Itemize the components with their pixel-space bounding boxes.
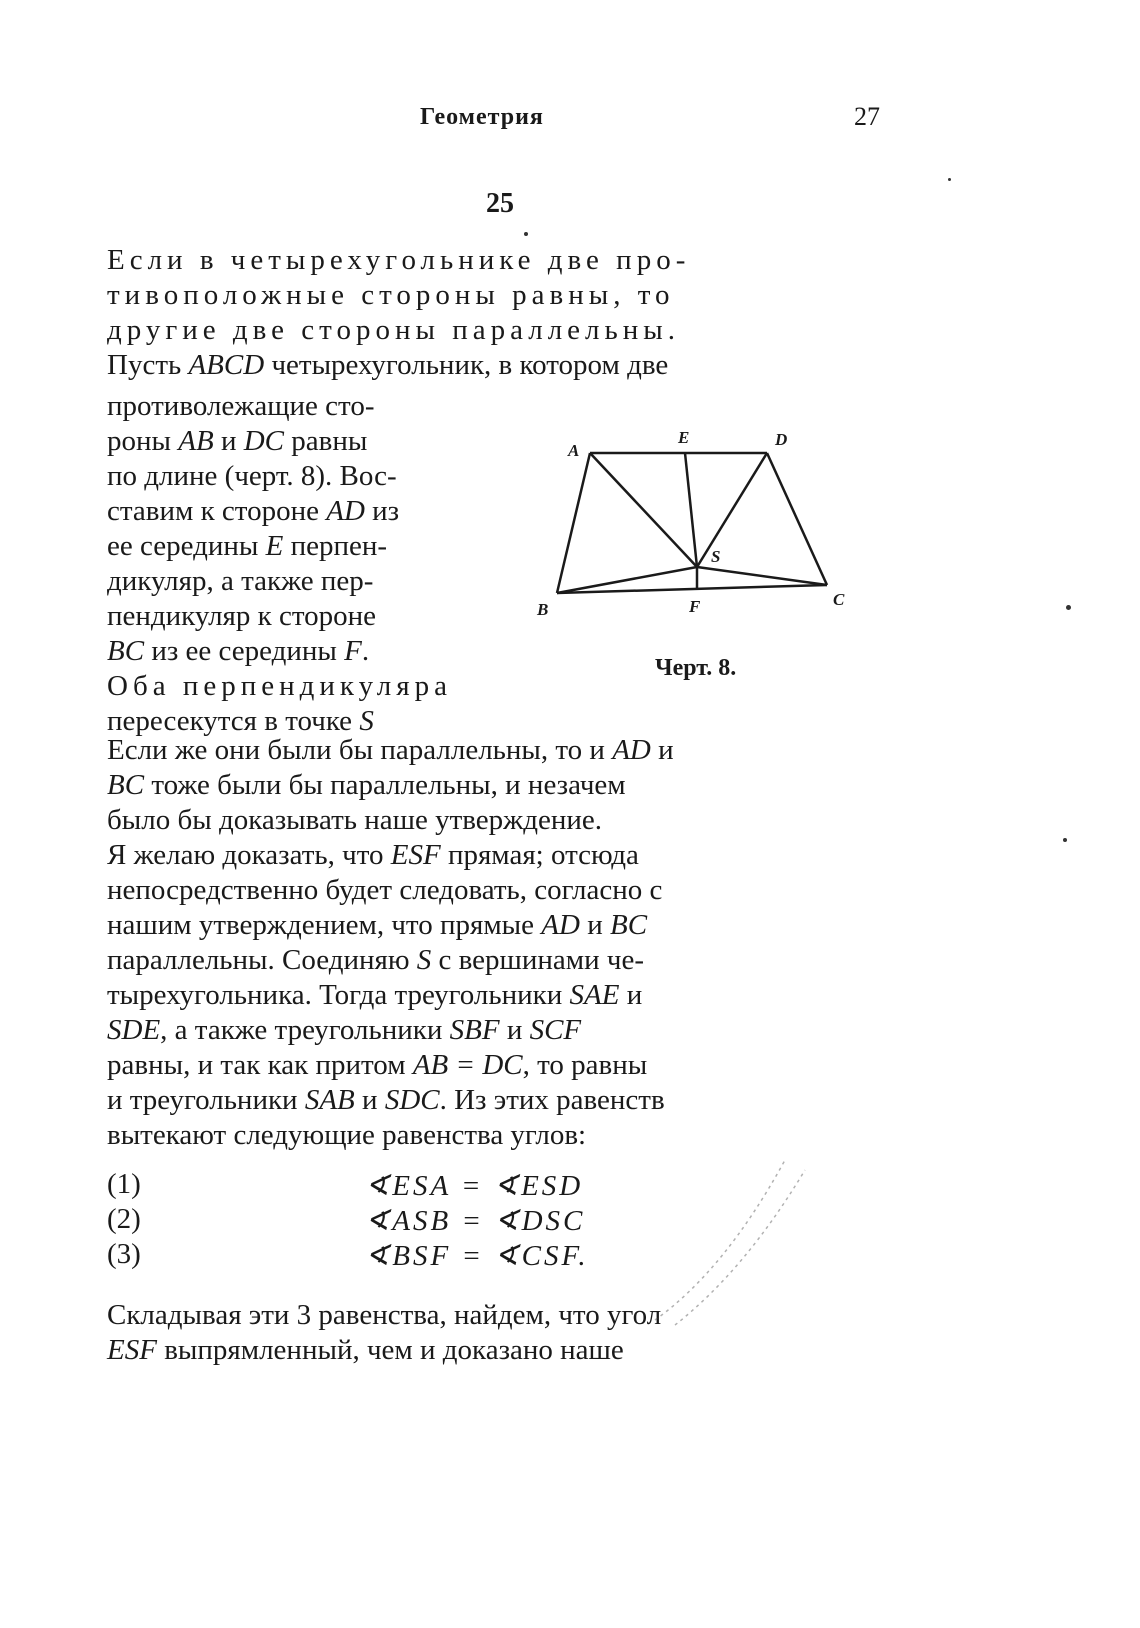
left-line-9: Оба перпендикуляра [107,670,452,702]
math-run: AB [178,425,214,457]
math-run: AD [541,909,580,941]
page-header [420,104,880,138]
body-line-4 [107,838,878,873]
left-line-2 [107,424,497,459]
text-run: и [579,909,610,941]
math-run: SAB [304,1084,355,1116]
math-run: AB = DC [412,1049,523,1081]
math-run: SBF [449,1014,500,1046]
body-line-10 [107,1048,878,1083]
body-line-3: было бы доказывать наше утверждение. [107,804,602,836]
math-run: F [344,635,362,667]
text-run: ставим к стороне [107,495,327,527]
watermark-stroke [675,1170,805,1325]
body-line-5: непосредственно будет следовать, согласно с [107,874,663,906]
label-C: C [833,590,845,609]
math-run: ESF [390,839,441,871]
equation-formula: ∢BSF = ∢CSF. [365,1240,589,1272]
text-run: параллельны. Соединяю [107,944,417,976]
text-run: ее середины [107,530,266,562]
text-run: и [213,425,244,457]
math-run: BC [107,769,145,801]
label-D: D [775,430,788,449]
edge-DC [767,453,827,585]
text-run: и [619,979,643,1011]
left-line-6: дикуляр, а также пер- [107,565,374,597]
text-run: и [354,1084,385,1116]
body-line-11 [107,1083,878,1118]
body-line-2 [107,768,878,803]
text-run: пересекутся в точке [107,705,360,737]
math-run: DC [243,425,285,457]
text-run: нашим утверждением, что прямые [107,909,542,941]
math-run: S [416,944,432,976]
text-run: Пусть [107,349,189,381]
left-line-7: пендикуляр к стороне [107,600,377,632]
math-run: BC [107,635,145,667]
label-F: F [689,597,701,616]
speck [1066,605,1071,610]
figure-caption: Черт. 8. [655,655,737,681]
body-line-1 [107,733,878,768]
label-A: A [568,441,580,460]
intro-line-4 [107,348,878,383]
theorem-statement [107,243,878,383]
math-run: E [265,530,284,562]
text-run: роны [107,425,179,457]
text-run: . Из этих равенств [439,1084,665,1116]
figure-trapezoid [535,420,875,640]
proof-body [107,733,878,1153]
text-run: Если же они были бы параллельны, то и [107,734,613,766]
body-line-9 [107,1013,878,1048]
math-run: AD [612,734,651,766]
text-run: тоже были бы параллельны, и незачем [144,769,626,801]
text-run: и треугольники [107,1084,305,1116]
math-run: SCF [529,1014,582,1046]
equation-formula: ∢ESA = ∢ESD [365,1170,584,1202]
speck [524,232,528,236]
equation-number: (3) [107,1238,141,1270]
intro-line-3: другие две стороны параллельны. [107,314,681,346]
segment-SC [697,567,827,585]
text-run: перпен- [283,530,388,562]
speck [1063,838,1067,842]
body-line-12: вытекают следующие равенства углов: [107,1119,587,1151]
running-title: Геометрия [420,104,544,130]
text-run: равны, и так как притом [107,1049,413,1081]
text-run: Я желаю доказать, что [107,839,391,871]
math-run: SDC [384,1084,440,1116]
text-run: тырехугольника. Тогда треугольники [107,979,570,1011]
equation-formula: ∢ASB = ∢DSC [365,1205,586,1237]
label-S: S [711,547,721,566]
text-run: равны [284,425,368,457]
left-line-5 [107,529,497,564]
section-number: 25 [486,188,514,219]
math-run: S [359,705,374,737]
left-line-3: по длине (черт. 8). Вос- [107,460,397,492]
intro-line-2: тивоположные стороны равны, то [107,279,675,311]
text-run: и [650,734,674,766]
text-run: . [361,635,370,667]
segment-ES [685,453,697,567]
left-column-text [107,389,497,739]
math-run: SDE [107,1014,161,1046]
math-run: ABCD [188,349,265,381]
text-run: четырехугольник, в котором две [264,349,669,381]
edge-AB [557,453,590,593]
body-line-8 [107,978,878,1013]
text-run: прямая; отсюда [440,839,639,871]
watermark-stamp [635,1120,835,1340]
math-run: ESF [107,1334,157,1366]
text-run: из [364,495,400,527]
text-run: из ее середины [144,635,345,667]
math-run: SAE [569,979,620,1011]
text-run: , то равны [522,1049,648,1081]
left-line-1: противолежащие сто- [107,390,375,422]
equation-number: (1) [107,1168,141,1200]
page-number: 27 [854,102,880,131]
segment-SD [697,453,767,567]
speck [948,178,951,181]
label-E: E [678,428,690,447]
text-run: выпрямленный, чем и доказано наше [156,1334,624,1366]
intro-line-1: Если в четырехугольнике две про- [107,244,691,276]
left-line-8 [107,634,497,669]
math-run: BC [609,909,648,941]
text-run: и [499,1014,530,1046]
segment-SA [590,453,697,567]
body-line-7 [107,943,878,978]
text-run: с вершинами че- [431,944,645,976]
watermark-stroke [655,1160,785,1320]
left-line-4 [107,494,497,529]
body-line-6 [107,908,878,943]
equation-number: (2) [107,1203,141,1235]
label-B: B [537,600,549,619]
text-run: , а также треугольники [160,1014,450,1046]
conclusion-line-1: Складывая эти 3 равенства, найдем, что угол [107,1299,662,1331]
math-run: AD [326,495,365,527]
